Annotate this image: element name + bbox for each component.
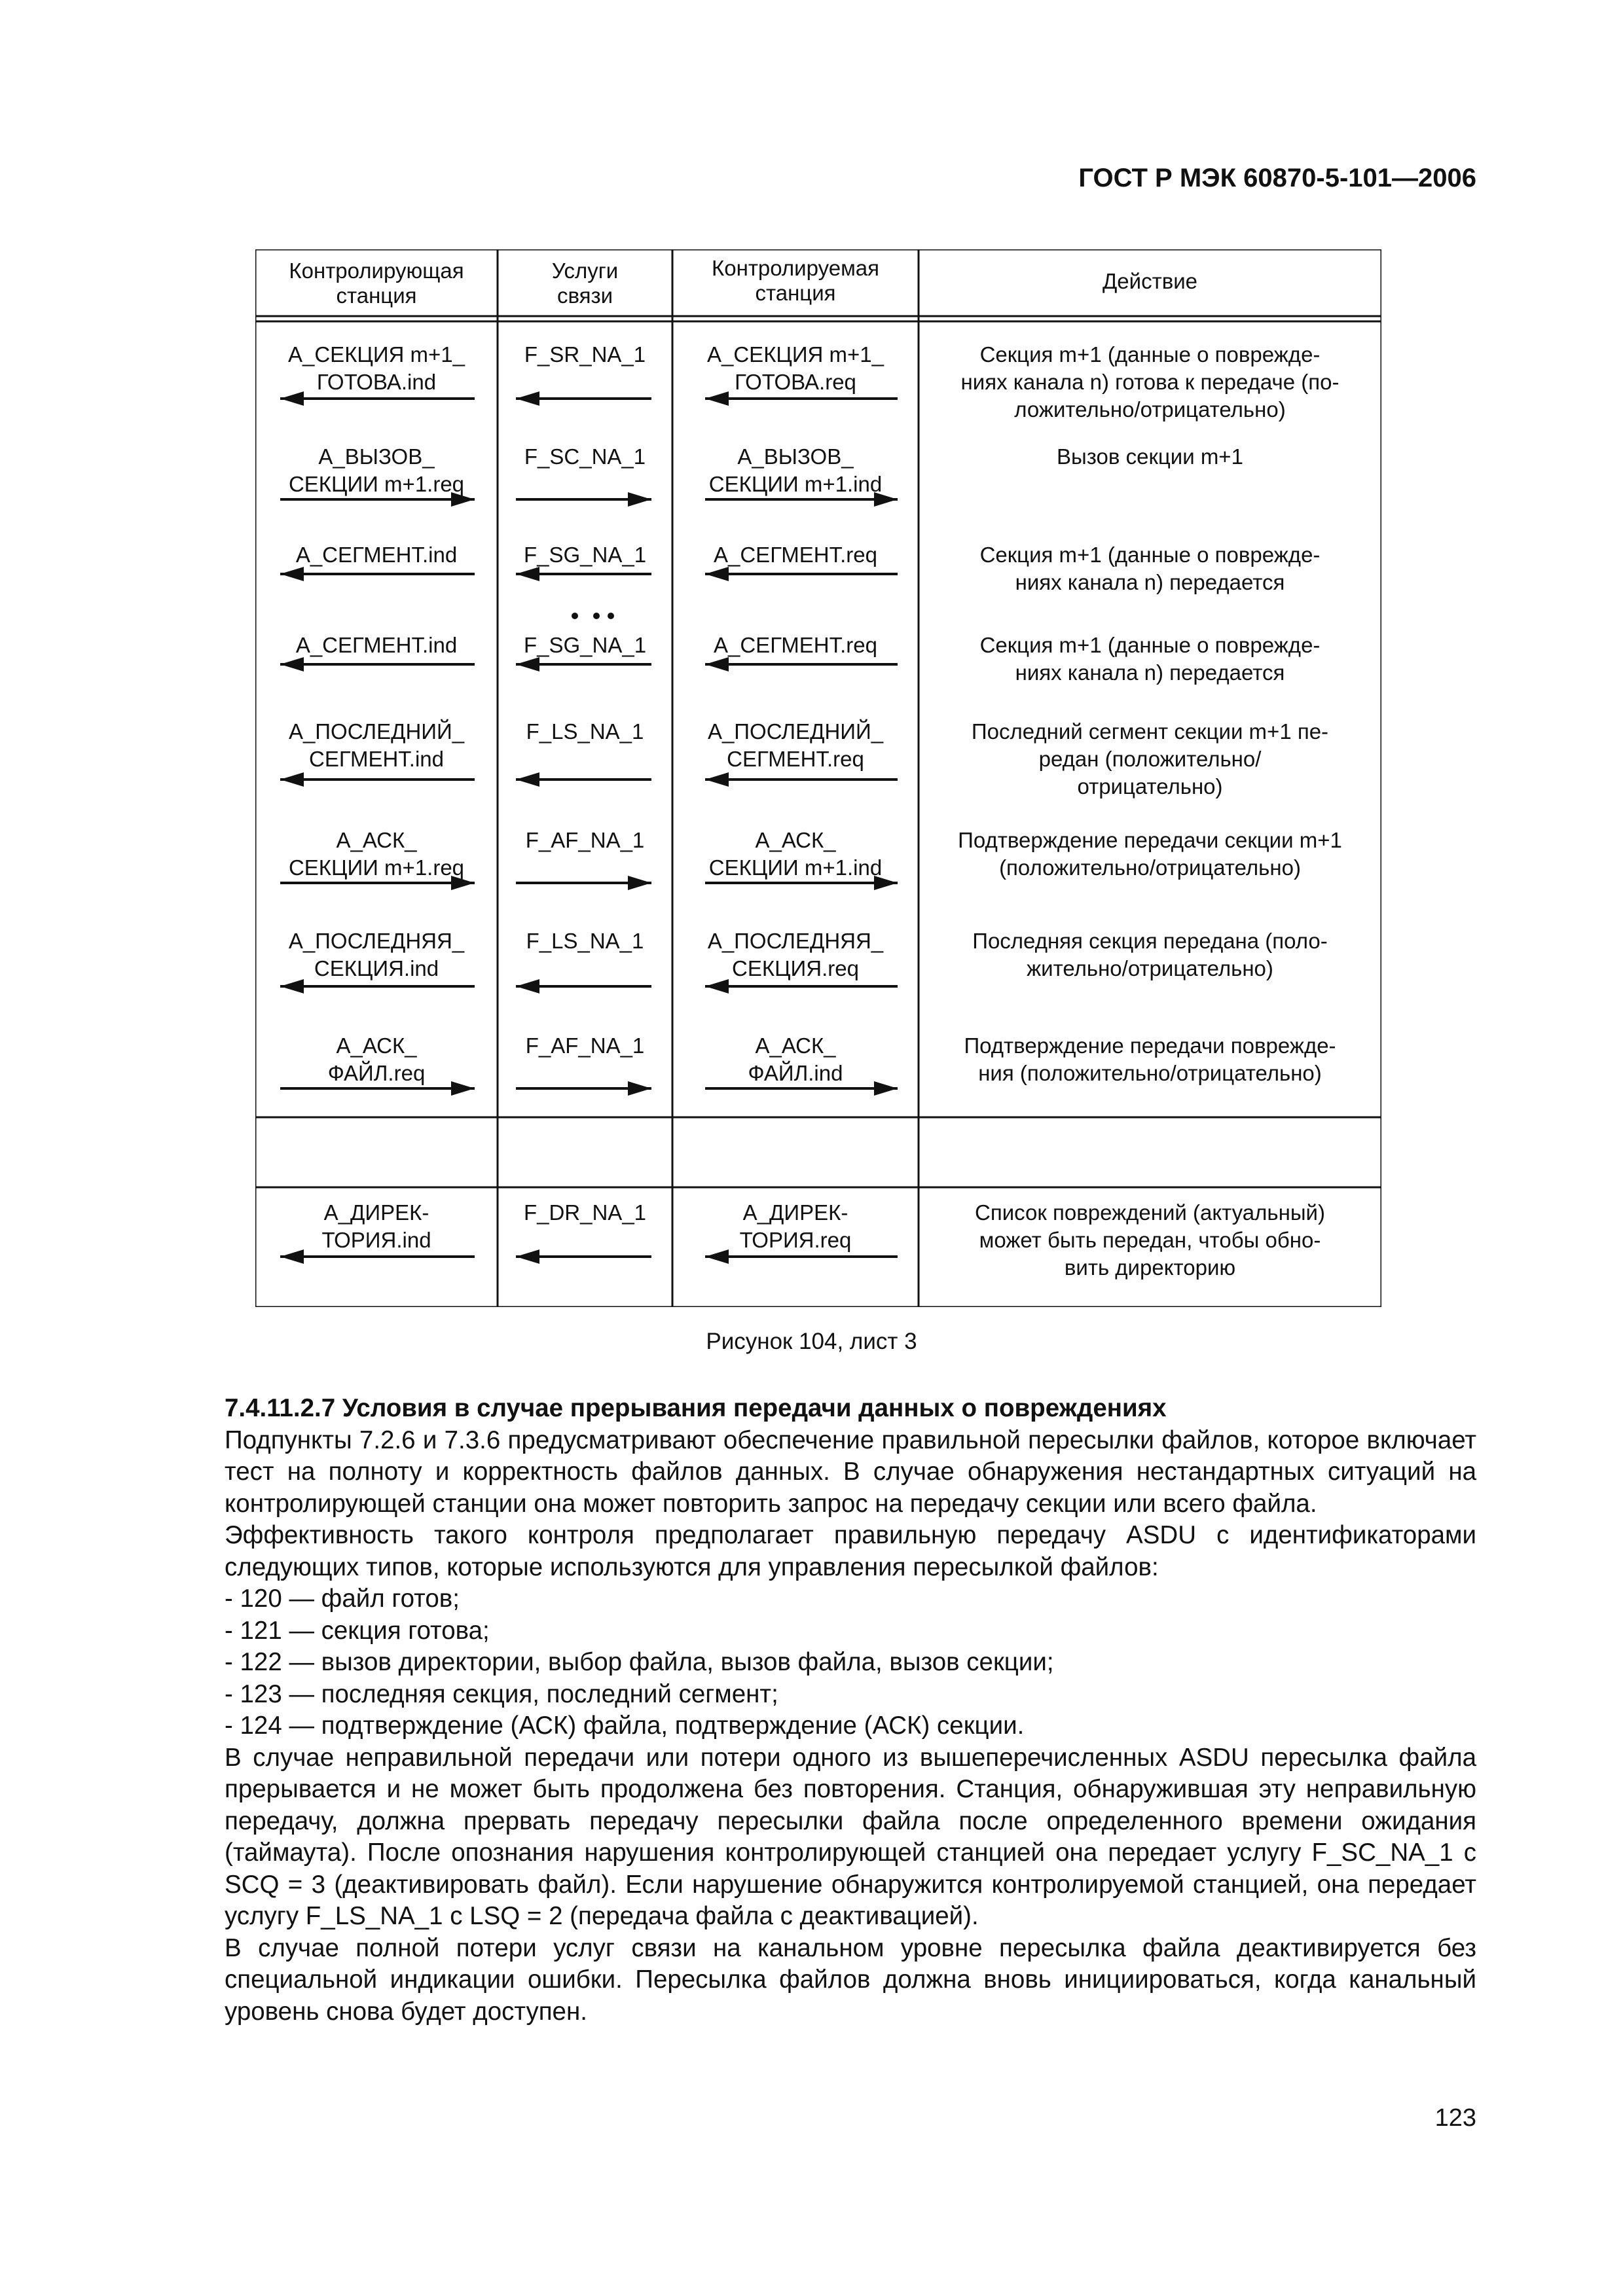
ellipsis-dots (572, 613, 614, 619)
row-0-service: F_SR_NA_1 (524, 342, 646, 367)
row-8-controlling-line-0: А_ДИРЕК- (323, 1200, 429, 1225)
row-6-controlling-line-0: А_ПОСЛЕДНЯЯ_ (288, 929, 465, 953)
row-0-action-line-2: ложительно/отрицательно) (1014, 397, 1286, 422)
row-6-controlling (255, 927, 498, 982)
row-2-action-line-1: ниях канала n) передается (1015, 570, 1285, 594)
row-8-action-line-2: вить директорию (1064, 1255, 1236, 1280)
row-0-controlled (672, 341, 919, 396)
section-body (225, 1393, 1476, 2028)
row-2-controlled (672, 541, 919, 569)
row-1-controlled-line-1: СЕКЦИИ m+1.ind (708, 472, 883, 496)
row-7-controlling (255, 1032, 498, 1087)
row-7-controlling-line-0: А_АСК_ (336, 1033, 417, 1058)
row-7-controlled-line-1: ФАЙЛ.ind (748, 1061, 843, 1085)
row-7-controlled (672, 1032, 919, 1087)
row-3-service: F_SG_NA_1 (523, 633, 647, 657)
row-4-action-line-1: редан (положительно/ (1038, 747, 1262, 771)
row-8-controlled-line-1: ТОРИЯ.req (739, 1228, 852, 1252)
row-2-action-line-0: Секция m+1 (данные о поврежде- (979, 543, 1321, 567)
header-controlled-station (672, 256, 919, 306)
row-4-controlled-line-0: А_ПОСЛЕДНИЙ_ (707, 719, 884, 744)
row-8-action (925, 1199, 1375, 1282)
row-0-controlling-line-1: ГОТОВА.ind (316, 370, 437, 394)
row-4-arrow-controlling (280, 772, 475, 787)
row-8-controlling (255, 1199, 498, 1254)
row-5-controlling (255, 827, 498, 882)
row-1-controlled (672, 443, 919, 498)
row-1-action (925, 443, 1375, 471)
row-1-arrow-service (516, 492, 651, 507)
row-1-service: F_SC_NA_1 (524, 444, 646, 469)
figure-caption: Рисунок 104, лист 3 (706, 1329, 917, 1354)
row-5-controlled-line-0: А_АСК_ (755, 828, 836, 852)
document-header: ГОСТ Р МЭК 60870-5-101—2006 (1078, 164, 1476, 192)
row-4-arrow-service (516, 772, 651, 787)
row-3-action (925, 632, 1375, 687)
header-action-line-0: Действие (1102, 269, 1198, 293)
row-6-service: F_LS_NA_1 (526, 929, 644, 953)
row-4-action-line-2: отрицательно) (1077, 774, 1223, 798)
row-1-controlled-line-0: А_ВЫЗОВ_ (737, 444, 854, 469)
row-4-controlling-line-1: СЕГМЕНТ.ind (309, 747, 444, 771)
paragraph-4: В случае полной потери услуг связи на канальном уровне пересылка файла деактивируется без специальной индикации ошибки. Пересылка файлов должна вновь инициироваться, когда канальный уровень снова будет доступен. (225, 1933, 1476, 2026)
row-0-controlling-line-0: А_СЕКЦИЯ m+1_ (287, 342, 465, 367)
row-6-arrow-service (516, 979, 651, 994)
row-2-controlled-line-0: А_СЕГМЕНТ.req (713, 543, 877, 567)
row-4-service: F_LS_NA_1 (526, 719, 644, 744)
paragraph-3: В случае неправильной передачи или потери одного из вышеперечисленных ASDU пересылка файла прерывается и не может быть продолжена без повторения. Станция, обнаружившая эту неправильную передачу, должна прервать передачу пересылки файла после определенного времени ожидания (таймаута). После опознания нарушения контролирующей станцией она передает услугу F_SC_NA_1 с SCQ = 3 (деактивировать файл). Если нарушение обнаружится контролируемой станцией, она передает услугу F_LS_NA_1 с LSQ = 2 (передача файла с деактивацией). (225, 1743, 1476, 1930)
row-1-controlling (255, 443, 498, 498)
row-5-action-line-1: (положительно/отрицательно) (999, 855, 1301, 880)
row-8-controlling-line-1: ТОРИЯ.ind (321, 1228, 431, 1252)
row-7-controlled-line-0: А_АСК_ (755, 1033, 836, 1058)
row-7-controlling-line-1: ФАЙЛ.req (327, 1061, 426, 1085)
row-4-arrow-controlled (705, 772, 898, 787)
row-3-controlled-line-0: А_СЕГМЕНТ.req (713, 633, 877, 657)
row-6-controlled-line-1: СЕКЦИЯ.req (732, 956, 859, 980)
header-controlling-station-line-0: Контролирующая (289, 259, 464, 283)
row-3-arrow-controlling (280, 657, 475, 672)
row-5-controlling-line-1: СЕКЦИИ m+1.req (288, 855, 465, 880)
row-5-action (925, 827, 1375, 882)
row-7-arrow-service (516, 1081, 651, 1096)
page-number: 123 (1434, 2104, 1476, 2132)
row-6-action-line-1: жительно/отрицательно) (1027, 956, 1273, 980)
row-3-arrow-controlled (705, 657, 898, 672)
row-2-controlling (255, 541, 498, 569)
row-4-action-line-0: Последний сегмент секции m+1 пе- (971, 719, 1329, 744)
row-3-action-line-0: Секция m+1 (данные о поврежде- (979, 633, 1321, 657)
header-controlled-station-line-1: станция (755, 281, 836, 305)
row-6-action-line-0: Последняя секция передана (поло- (972, 929, 1328, 953)
row-4-controlling (255, 718, 498, 773)
row-3-controlling (255, 632, 498, 659)
row-5-controlled-line-1: СЕКЦИИ m+1.ind (708, 855, 883, 880)
section-heading: 7.4.11.2.7 Условия в случае прерывания передачи данных о повреждениях (225, 1394, 1167, 1422)
list-item-121: - 121 — секция готова; (225, 1616, 490, 1645)
header-controlling-station-line-1: станция (336, 283, 417, 308)
row-8-arrow-service (516, 1249, 651, 1264)
row-0-action (925, 341, 1375, 423)
row-8-action-line-0: Список повреждений (актуальный) (975, 1200, 1325, 1225)
row-7-service: F_AF_NA_1 (525, 1033, 645, 1058)
row-0-controlled-line-1: ГОТОВА.req (735, 370, 856, 394)
row-7-action-line-0: Подтверждение передачи поврежде- (964, 1033, 1336, 1058)
row-3-action-line-1: ниях канала n) передается (1015, 660, 1285, 685)
header-link-services (498, 259, 672, 308)
row-4-controlled (672, 718, 919, 773)
row-5-controlled (672, 827, 919, 882)
row-8-controlled (672, 1199, 919, 1254)
row-0-arrow-service (516, 391, 651, 406)
paragraph-1: Подпункты 7.2.6 и 7.3.6 предусматривают обеспечение правильной пересылки файлов, которое включает тест на полноту и корректность файлов данных. В случае обнаружения нестандартных ситуаций на контролирующей станции она может повторить запрос на передачу секции или всего файла. (225, 1426, 1476, 1518)
row-7-action-line-1: ния (положительно/отрицательно) (978, 1061, 1322, 1085)
row-5-controlling-line-0: А_АСК_ (336, 828, 417, 852)
row-1-controlling-line-0: А_ВЫЗОВ_ (318, 444, 435, 469)
header-link-services-line-1: связи (556, 283, 613, 308)
row-3-arrow-service (516, 657, 651, 672)
sequence-diagram-table (255, 249, 1381, 1307)
header-link-services-line-0: Услуги (551, 259, 619, 283)
row-1-action-line-0: Вызов секции m+1 (1057, 444, 1243, 469)
row-6-action (925, 927, 1375, 982)
row-0-controlled-line-0: А_СЕКЦИЯ m+1_ (706, 342, 884, 367)
row-3-controlled (672, 632, 919, 659)
list-item-124: - 124 — подтверждение (АСК) файла, подтверждение (АСК) секции. (225, 1712, 1025, 1740)
header-controlled-station-line-0: Контролируемая (712, 256, 879, 280)
row-1-controlling-line-1: СЕКЦИИ m+1.req (288, 472, 465, 496)
row-3-controlling-line-0: А_СЕГМЕНТ.ind (295, 633, 458, 657)
row-8-action-line-1: может быть передан, чтобы обно- (979, 1228, 1321, 1252)
row-0-action-line-1: ниях канала n) готова к передаче (по- (960, 370, 1340, 394)
paragraph-2: Эффективность такого контроля предполагает правильную передачу ASDU с идентификаторами следующих типов, которые используются для управления пересылкой файлов: (225, 1521, 1476, 1581)
row-6-controlled-line-0: А_ПОСЛЕДНЯЯ_ (707, 929, 884, 953)
row-2-arrow-controlling (280, 567, 475, 581)
row-2-action (925, 541, 1375, 596)
list-item-122: - 122 — вызов директории, выбор файла, вызов файла, вызов секции; (225, 1648, 1054, 1676)
row-5-arrow-service (516, 876, 651, 890)
row-2-arrow-service (516, 567, 651, 581)
row-8-controlled-line-0: А_ДИРЕК- (742, 1200, 848, 1225)
row-5-action-line-0: Подтверждение передачи секции m+1 (958, 828, 1342, 852)
row-5-service: F_AF_NA_1 (525, 828, 645, 852)
row-7-action (925, 1032, 1375, 1087)
row-4-action (925, 718, 1375, 800)
row-2-controlling-line-0: А_СЕГМЕНТ.ind (295, 543, 458, 567)
row-6-controlling-line-1: СЕКЦИЯ.ind (314, 956, 439, 980)
row-0-action-line-0: Секция m+1 (данные о поврежде- (979, 342, 1321, 367)
row-0-controlling (255, 341, 498, 396)
row-2-service: F_SG_NA_1 (523, 543, 647, 567)
row-2-arrow-controlled (705, 567, 898, 581)
list-item-120: - 120 — файл готов; (225, 1585, 460, 1613)
header-controlling-station (255, 259, 498, 308)
row-4-controlling-line-0: А_ПОСЛЕДНИЙ_ (288, 719, 465, 744)
header-action (919, 269, 1381, 294)
row-8-service: F_DR_NA_1 (523, 1200, 647, 1225)
row-4-controlled-line-1: СЕГМЕНТ.req (727, 747, 864, 771)
list-item-123: - 123 — последняя секция, последний сегмент; (225, 1679, 778, 1708)
row-6-controlled (672, 927, 919, 982)
